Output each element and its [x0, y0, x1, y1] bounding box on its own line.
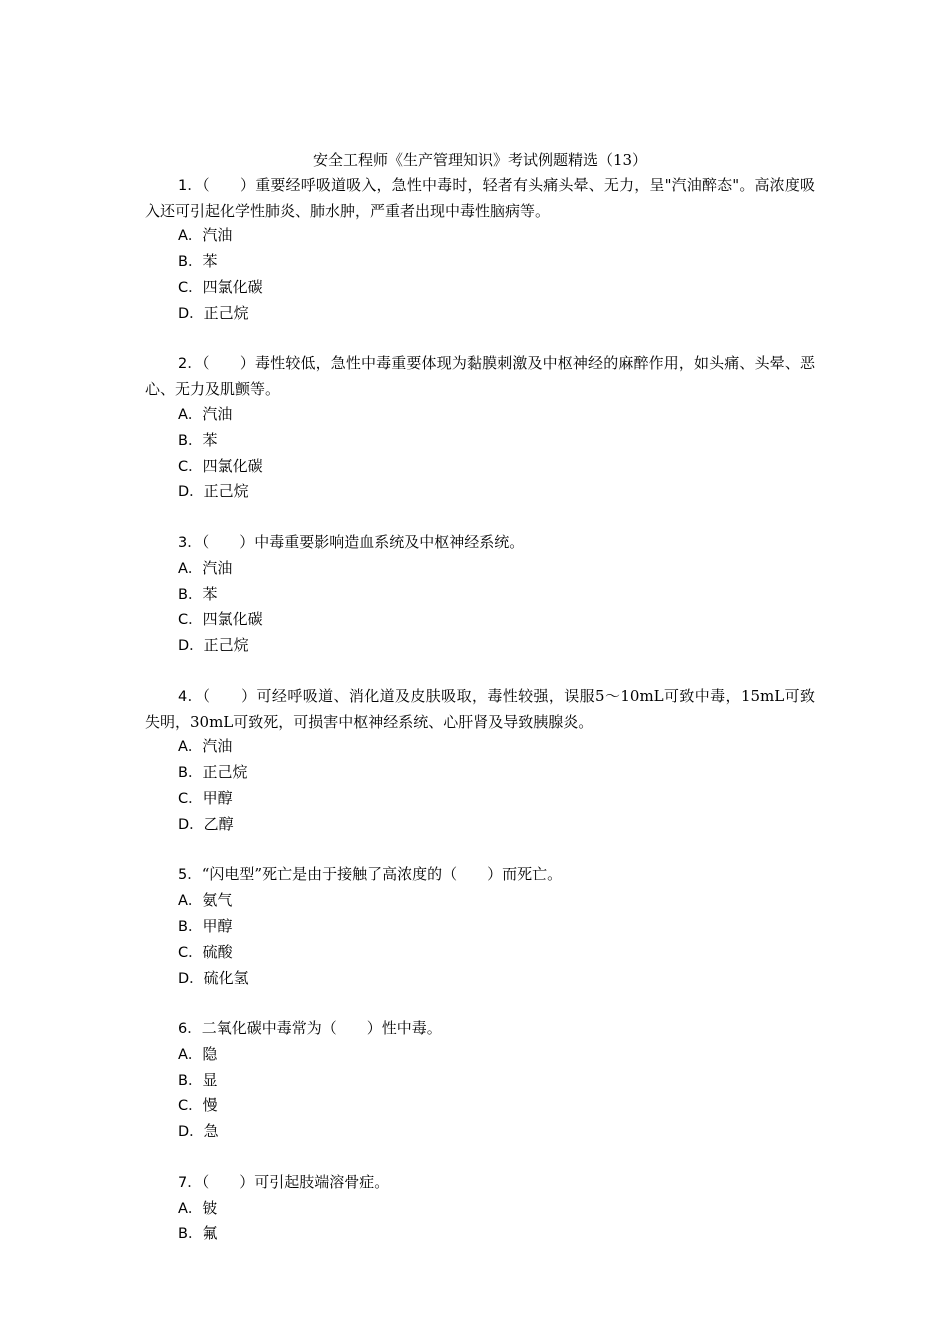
- question-4: [145, 684, 815, 838]
- option-letter: C．: [178, 944, 203, 961]
- option-text: 汽油: [202, 404, 233, 423]
- option-text: 四氯化碳: [202, 456, 263, 475]
- question-text: [145, 351, 815, 402]
- option-letter: D．: [178, 484, 204, 501]
- question-stem: “闪电型”死亡是由于接触了高浓度的（ ）而死亡。: [201, 865, 563, 884]
- question-number: 6．: [178, 1021, 202, 1038]
- question-number: 3．: [178, 534, 202, 551]
- question-number: 1．: [178, 177, 203, 194]
- option-b: [145, 1221, 815, 1247]
- document-title: 安全工程师《生产管理知识》考试例题精选（13）: [312, 151, 648, 169]
- option-letter: B．: [178, 918, 203, 935]
- option-text: 甲醇: [202, 788, 233, 807]
- option-text: 苯: [202, 252, 218, 271]
- question-number: 7．: [178, 1174, 202, 1191]
- option-d: [145, 1119, 815, 1145]
- option-text: 硫化氢: [203, 968, 249, 987]
- option-a: [145, 402, 815, 428]
- option-text: 正己烷: [203, 636, 249, 655]
- option-letter: A．: [178, 560, 203, 577]
- option-letter: A．: [178, 739, 203, 756]
- option-letter: B．: [178, 1072, 203, 1089]
- option-c: [145, 454, 815, 480]
- option-text: 正己烷: [203, 303, 249, 322]
- option-d: [145, 812, 815, 838]
- option-c: [145, 786, 815, 812]
- question-7: [145, 1170, 815, 1247]
- question-number: 5．: [178, 867, 202, 884]
- question-stem: 二氧化碳中毒常为（ ）性中毒。: [201, 1019, 442, 1038]
- option-letter: D．: [178, 1124, 204, 1141]
- question-stem: （ ）重要经呼吸道吸入，急性中毒时，轻者有头痛头晕、无力，呈"汽油醉态"。高浓度吸入还可引起化学性肺炎、肺水肿，严重者出现中毒性脑病等。: [145, 175, 815, 220]
- option-letter: A．: [178, 406, 203, 423]
- option-letter: D．: [178, 305, 204, 322]
- option-c: [145, 1093, 815, 1119]
- option-b: [145, 914, 815, 940]
- option-b: [145, 249, 815, 275]
- question-6: [145, 1016, 815, 1145]
- option-c: [145, 940, 815, 966]
- option-text: 氟: [202, 1224, 218, 1243]
- question-1: [145, 173, 815, 327]
- document-page: [145, 148, 815, 1272]
- option-letter: A．: [178, 893, 203, 910]
- option-text: 甲醇: [202, 916, 233, 935]
- option-text: 正己烷: [202, 763, 248, 782]
- option-letter: C．: [178, 1098, 203, 1115]
- option-a: [145, 888, 815, 914]
- option-text: 铍: [202, 1198, 218, 1217]
- option-d: [145, 301, 815, 327]
- option-letter: D．: [178, 638, 204, 655]
- option-letter: C．: [178, 790, 203, 807]
- option-b: [145, 1068, 815, 1094]
- question-text: [145, 530, 815, 556]
- option-letter: C．: [178, 612, 203, 629]
- option-text: 硫酸: [202, 942, 233, 961]
- question-3: [145, 530, 815, 659]
- question-stem: （ ）中毒重要影响造血系统及中枢神经系统。: [201, 532, 525, 551]
- option-text: 正己烷: [203, 482, 249, 501]
- option-a: [145, 1042, 815, 1068]
- option-letter: B．: [178, 254, 203, 271]
- option-a: [145, 734, 815, 760]
- option-d: [145, 633, 815, 659]
- option-b: [145, 428, 815, 454]
- option-text: 苯: [202, 584, 218, 603]
- question-text: [145, 862, 815, 888]
- option-letter: A．: [178, 228, 203, 245]
- option-letter: B．: [178, 1226, 203, 1243]
- option-c: [145, 275, 815, 301]
- option-text: 慢: [202, 1096, 218, 1115]
- question-text: [145, 1170, 815, 1196]
- option-b: [145, 582, 815, 608]
- option-a: [145, 223, 815, 249]
- option-text: 氨气: [202, 891, 233, 910]
- option-text: 苯: [202, 430, 218, 449]
- question-number: 4．: [178, 688, 203, 705]
- option-letter: D．: [178, 816, 204, 833]
- option-text: 汽油: [202, 558, 233, 577]
- option-text: 急: [203, 1122, 219, 1141]
- question-2: [145, 351, 815, 505]
- option-letter: C．: [178, 279, 203, 296]
- option-text: 四氯化碳: [202, 610, 263, 629]
- option-d: [145, 966, 815, 992]
- option-b: [145, 760, 815, 786]
- option-text: 汽油: [202, 226, 233, 245]
- question-5: [145, 862, 815, 991]
- option-letter: B．: [178, 765, 203, 782]
- question-text: [145, 684, 815, 735]
- option-text: 显: [202, 1070, 218, 1089]
- option-letter: A．: [178, 1046, 203, 1063]
- question-stem: （ ）可经呼吸道、消化道及皮肤吸取，毒性较强，误服5～10mL可致中毒，15mL可致失明，30mL可致死，可损害中枢神经系统、心肝肾及导致胰腺炎。: [145, 686, 815, 731]
- option-d: [145, 479, 815, 505]
- question-text: [145, 173, 815, 224]
- option-letter: B．: [178, 432, 203, 449]
- option-c: [145, 607, 815, 633]
- question-stem: （ ）可引起肢端溶骨症。: [201, 1172, 390, 1191]
- option-letter: D．: [178, 970, 204, 987]
- option-letter: C．: [178, 458, 203, 475]
- option-letter: B．: [178, 586, 203, 603]
- option-text: 隐: [202, 1044, 218, 1063]
- question-text: [145, 1016, 815, 1042]
- option-text: 乙醇: [203, 814, 234, 833]
- option-a: [145, 556, 815, 582]
- question-number: 2．: [178, 356, 202, 373]
- option-a: [145, 1196, 815, 1222]
- option-text: 四氯化碳: [202, 277, 263, 296]
- option-letter: A．: [178, 1200, 203, 1217]
- option-text: 汽油: [202, 737, 233, 756]
- question-stem: （ ）毒性较低，急性中毒重要体现为黏膜刺激及中枢神经的麻醉作用，如头痛、头晕、恶心、无力及肌颤等。: [145, 354, 815, 399]
